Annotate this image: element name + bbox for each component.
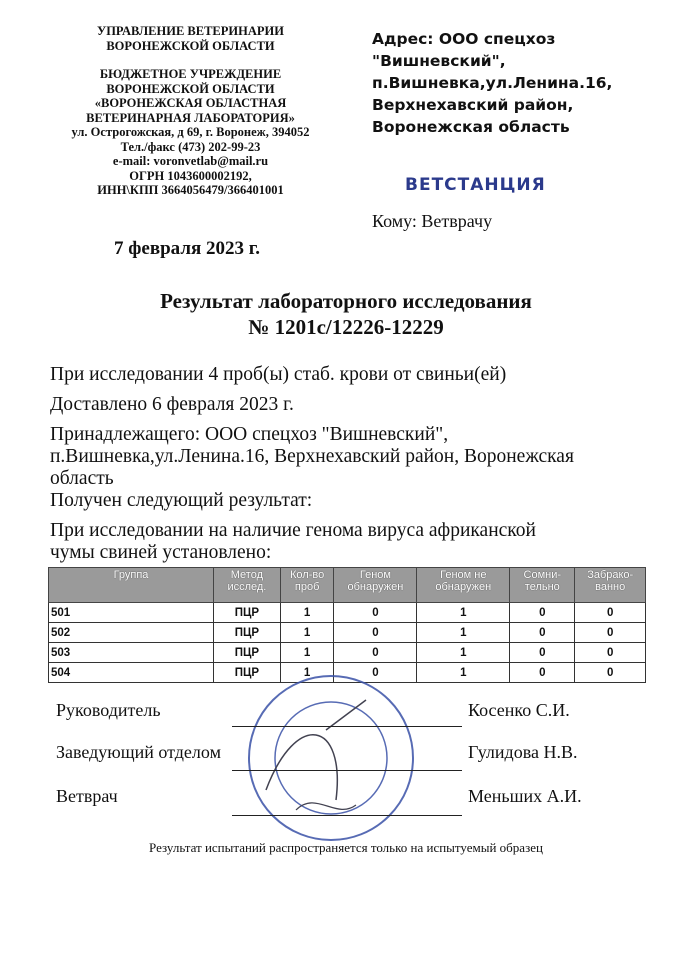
col-header: Сомни-тельно [510, 568, 575, 603]
report-number: № 1201с/12226-12229 [248, 315, 444, 339]
document-date: 7 февраля 2023 г. [114, 238, 260, 259]
letterhead-line: ВОРОНЕЖСКОЙ ОБЛАСТИ [106, 38, 275, 53]
letterhead-line: БЮДЖЕТНОЕ УЧРЕЖДЕНИЕ [99, 67, 282, 81]
table-cell: 0 [334, 603, 417, 623]
title-line: Результат лабораторного исследования [160, 289, 532, 313]
delivered-text: Доставлено 6 февраля 2023 г. [50, 394, 294, 415]
table-row [49, 623, 646, 643]
table-cell: ПЦР [214, 603, 281, 623]
signature-name: Косенко С.И. [468, 700, 570, 720]
table-cell: 0 [575, 663, 646, 683]
table-cell: 503 [49, 643, 214, 663]
addressee: Кому: Ветврачу [372, 211, 493, 231]
address-line: Воронежская область [372, 118, 570, 136]
asf-text: При исследовании на наличие генома вируса африканской чумы свиней установлено: [50, 520, 536, 563]
table-row [49, 643, 646, 663]
signature-role: Ветврач [56, 786, 118, 806]
results-table [48, 567, 646, 683]
letterhead-line: ВОРОНЕЖСКОЙ ОБЛАСТИ [106, 81, 275, 96]
signature-role: Руководитель [56, 700, 161, 720]
samples-text: При исследовании 4 проб(ы) стаб. крови от свиньи(ей) [50, 364, 507, 385]
table-cell: 0 [334, 643, 417, 663]
letterhead-line: «ВОРОНЕЖСКАЯ ОБЛАСТНАЯ [94, 96, 287, 110]
letterhead-line: ОГРН 1043600002192, [129, 168, 252, 183]
address-line: Верхнехавский район, [372, 96, 574, 114]
letterhead-line: УПРАВЛЕНИЕ ВЕТЕРИНАРИИ [97, 24, 284, 38]
letterhead-line: Тел./факс (473) 202-99-23 [120, 139, 261, 154]
table-cell: ПЦР [214, 643, 281, 663]
signature-line [232, 770, 462, 771]
table-cell: 0 [575, 623, 646, 643]
table-cell: 1 [417, 603, 510, 623]
table-cell: ПЦР [214, 623, 281, 643]
table-cell: 501 [49, 603, 214, 623]
result-intro: Получен следующий результат: [50, 490, 313, 511]
table-cell: 0 [575, 643, 646, 663]
table-cell: 0 [510, 663, 575, 683]
col-header: Кол-во проб [280, 568, 334, 603]
table-cell: 502 [49, 623, 214, 643]
address-line: п.Вишневка,ул.Ленина.16, [372, 74, 613, 92]
recipient-address [372, 28, 612, 138]
table-cell: 0 [510, 603, 575, 623]
col-header: Геном обнаружен [334, 568, 417, 603]
document-title [0, 288, 692, 340]
vetstation-stamp: ВЕТСТАНЦИЯ [405, 175, 546, 195]
address-line: Адрес: ООО спецхоз [372, 30, 556, 48]
table-cell: 1 [280, 643, 334, 663]
letterhead-line: e-mail: voronvetlab@mail.ru [112, 154, 269, 168]
col-header: Геном не обнаружен [417, 568, 510, 603]
table-cell: ПЦР [214, 663, 281, 683]
letterhead-line: ВЕТЕРИНАРНАЯ ЛАБОРАТОРИЯ» [86, 110, 295, 125]
table-cell: 0 [575, 603, 646, 623]
signature-role: Заведующий отделом [56, 742, 221, 762]
table-cell: 1 [280, 663, 334, 683]
lab-letterhead [48, 24, 333, 198]
table-cell: 1 [417, 643, 510, 663]
table-cell: 1 [280, 623, 334, 643]
col-header: Группа [49, 568, 214, 603]
table-cell: 1 [417, 663, 510, 683]
signature-line [232, 815, 462, 816]
table-cell: 504 [49, 663, 214, 683]
table-cell: 0 [334, 663, 417, 683]
signature-line [232, 726, 462, 727]
table-cell: 1 [417, 623, 510, 643]
table-cell: 0 [334, 623, 417, 643]
round-stamp [236, 670, 426, 845]
address-line: "Вишневский", [372, 52, 506, 70]
table-cell: 0 [510, 623, 575, 643]
table-cell: 0 [510, 643, 575, 663]
letterhead-line: ул. Острогожская, д 69, г. Воронеж, 394052 [71, 125, 310, 139]
table-row [49, 603, 646, 623]
footer-note: Результат испытаний распространяется только на испытуемый образец [149, 840, 543, 855]
col-header: Забрако-ванно [575, 568, 646, 603]
signature-name: Меньших А.И. [468, 786, 582, 806]
table-cell: 1 [280, 603, 334, 623]
signature-name: Гулидова Н.В. [468, 742, 578, 762]
letterhead-line: ИНН\КПП 3664056479/366401001 [97, 183, 284, 197]
col-header: Метод исслед. [214, 568, 281, 603]
owner-text: Принадлежащего: ООО спецхоз "Вишневский", п.Вишневка,ул.Ленина.16, Верхнехавский район, Воронежская область [50, 424, 574, 489]
